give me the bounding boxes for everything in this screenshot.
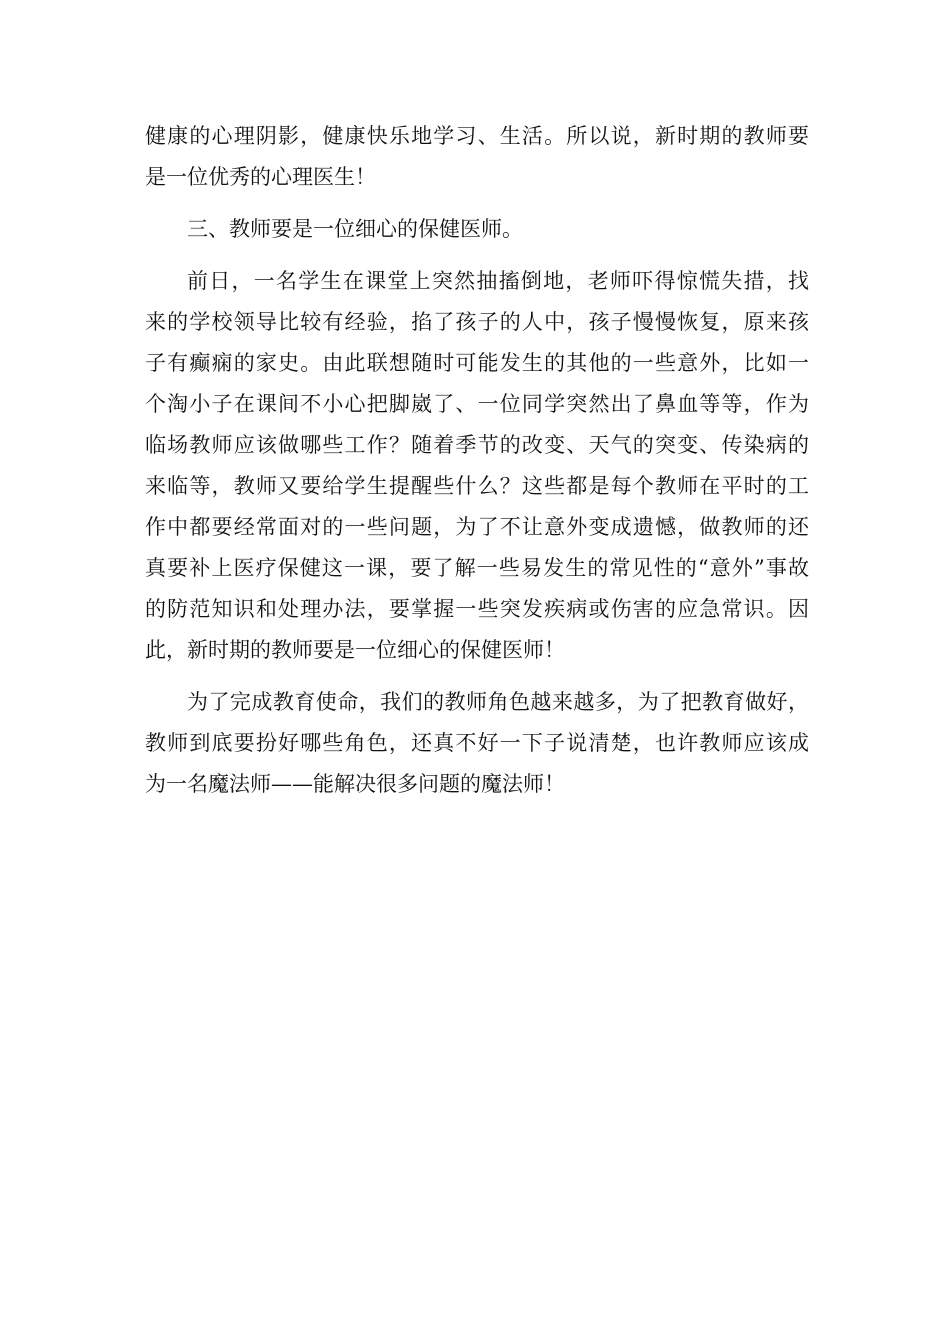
paragraph-line: 子有癫痫的家史。由此联想随时可能发生的其他的一些意外，比如一 <box>145 351 809 375</box>
paragraph-line: 来临等，教师又要给学生提醒些什么？这些都是每个教师在平时的工 <box>145 474 809 498</box>
paragraph-line: 的防范知识和处理办法，要掌握一些突发疾病或伤害的应急常识。因 <box>145 597 809 621</box>
paragraph-line: 教师到底要扮好哪些角色，还真不好一下子说清楚，也许教师应该成 <box>145 731 809 755</box>
paragraph-3 <box>145 261 809 671</box>
paragraph-line: 健康的心理阴影，健康快乐地学习、生活。所以说，新时期的教师要 <box>145 124 809 148</box>
section-heading: 三、教师要是一位细心的保健医师。 <box>187 217 523 241</box>
paragraph-line: 为了完成教育使命，我们的教师角色越来越多，为了把教育做好， <box>187 690 809 714</box>
paragraph-line: 为一名魔法师——能解决很多问题的魔法师！ <box>145 772 565 796</box>
paragraph-line: 真要补上医疗保健这一课，要了解一些易发生的常见性的“意外”事故 <box>145 556 809 580</box>
paragraph-line: 作中都要经常面对的一些问题，为了不让意外变成遗憾，做教师的还 <box>145 515 809 539</box>
paragraph-line: 此，新时期的教师要是一位细心的保健医师！ <box>145 638 565 662</box>
paragraph-line: 前日，一名学生在课堂上突然抽搐倒地，老师吓得惊慌失措，找 <box>187 269 809 293</box>
paragraph-line: 个淘小子在课间不小心把脚崴了、一位同学突然出了鼻血等等，作为 <box>145 392 809 416</box>
paragraph-4 <box>145 682 809 805</box>
section-heading-3 <box>145 209 809 250</box>
document-body <box>145 116 809 805</box>
paragraph-line: 来的学校领导比较有经验，掐了孩子的人中，孩子慢慢恢复，原来孩 <box>145 310 809 334</box>
paragraph-line: 临场教师应该做哪些工作？随着季节的改变、天气的突变、传染病的 <box>145 433 809 457</box>
paragraph-1 <box>145 116 809 198</box>
paragraph-line: 是一位优秀的心理医生！ <box>145 165 376 189</box>
